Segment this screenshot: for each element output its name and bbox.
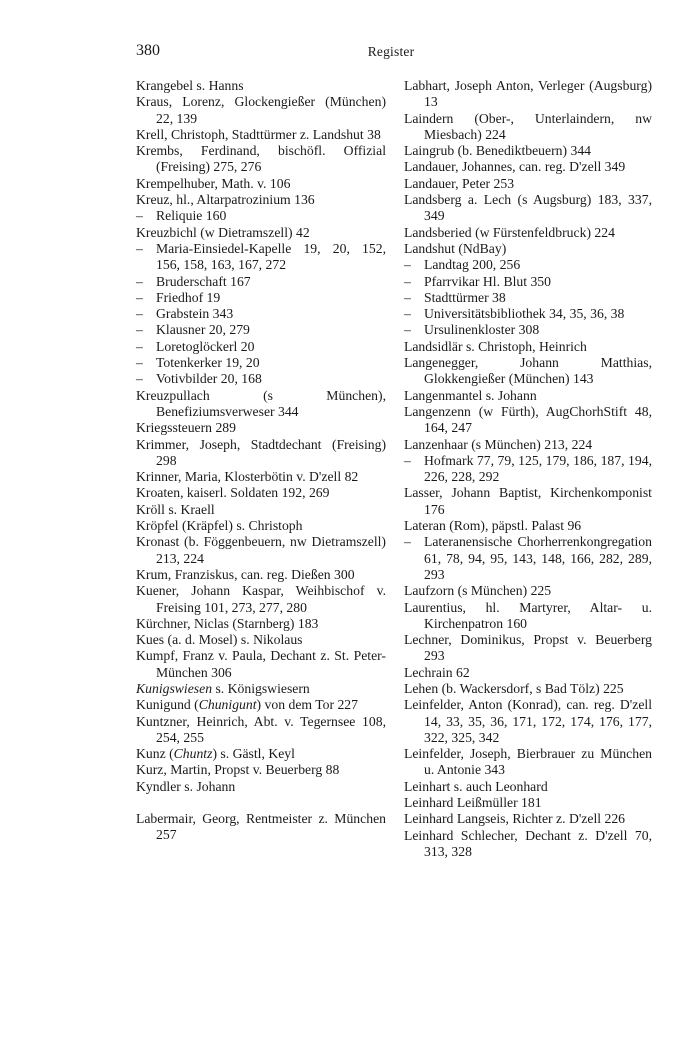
entry-text: Krell, Christoph, Stadttürmer z. Landshut 38 xyxy=(136,126,381,142)
index-entry xyxy=(136,143,386,176)
entry-text: Laufzorn (s München) 225 xyxy=(404,583,552,599)
subentry-dash: – xyxy=(136,322,143,338)
entry-text: Krum, Franziskus, can. reg. Dießen 300 xyxy=(136,566,355,582)
subentry-dash: – xyxy=(136,338,143,354)
index-entry xyxy=(136,632,386,648)
entry-text: Universitätsbibliothek 34, 35, 36, 38 xyxy=(424,306,625,322)
index-entry xyxy=(136,94,386,127)
page-number: 380 xyxy=(136,42,160,59)
entry-italic-term: Chunigunt xyxy=(198,697,257,713)
index-entry xyxy=(136,78,386,94)
entry-text: Klausner 20, 279 xyxy=(156,322,250,338)
index-entry xyxy=(136,437,386,470)
entry-text: Lasser, Johann Baptist, Kirchenkomponist 176 xyxy=(404,485,652,517)
entry-text: Landauer, Peter 253 xyxy=(404,175,515,191)
entry-text: Kumpf, Franz v. Paula, Dechant z. St. Peter-München 306 xyxy=(136,648,386,680)
index-subentry xyxy=(136,339,386,355)
entry-italic-term: Kunigswiesen xyxy=(136,680,213,696)
index-subentry xyxy=(404,257,652,273)
entry-text: Lehen (b. Wackersdorf, s Bad Tölz) 225 xyxy=(404,680,624,696)
index-entry xyxy=(404,437,652,453)
index-entry xyxy=(136,502,386,518)
index-entry xyxy=(404,111,652,144)
entry-text: Kurz, Martin, Propst v. Beuerberg 88 xyxy=(136,762,340,778)
index-entry xyxy=(136,714,386,747)
entry-text: Reliquie 160 xyxy=(156,208,227,224)
index-entry xyxy=(136,746,386,762)
entry-text: Kuener, Johann Kaspar, Weihbischof v. Freising 101, 273, 277, 280 xyxy=(136,583,386,615)
index-entry xyxy=(404,388,652,404)
subentry-dash: – xyxy=(404,534,411,550)
index-entry xyxy=(404,583,652,599)
entry-text: ) s. Gästl, Keyl xyxy=(212,746,295,762)
index-entry xyxy=(136,388,386,421)
subentry-dash: – xyxy=(136,306,143,322)
entry-text: Laindern (Ober-, Unterlaindern, nw Miesbach) 224 xyxy=(404,110,652,142)
index-subentry xyxy=(136,371,386,387)
entry-text: Kürchner, Niclas (Starnberg) 183 xyxy=(136,615,319,631)
subentry-dash: – xyxy=(404,257,411,273)
index-entry xyxy=(404,143,652,159)
index-entry xyxy=(404,404,652,437)
subentry-dash: – xyxy=(136,240,143,256)
index-entry xyxy=(136,811,386,844)
index-entry xyxy=(404,225,652,241)
entry-text: Lechrain 62 xyxy=(404,664,470,680)
index-entry xyxy=(136,567,386,583)
entry-text: Landauer, Johannes, can. reg. D'zell 349 xyxy=(404,159,626,175)
entry-text-prefix: Kunz ( xyxy=(136,746,174,762)
index-subentry xyxy=(136,208,386,224)
index-entry xyxy=(136,518,386,534)
entry-text: Landsberg a. Lech (s Augsburg) 183, 337, 349 xyxy=(404,192,652,224)
index-entry xyxy=(136,762,386,778)
index-entry xyxy=(136,192,386,208)
index-subentry xyxy=(404,534,652,583)
index-entry xyxy=(136,485,386,501)
entry-text: Pfarrvikar Hl. Blut 350 xyxy=(424,273,551,289)
index-subentry xyxy=(404,453,652,486)
entry-text: Leinhard Leißmüller 181 xyxy=(404,795,542,811)
subentry-dash: – xyxy=(136,208,143,224)
entry-italic-term: Chuntz xyxy=(173,746,213,762)
index-entry xyxy=(404,176,652,192)
entry-text: s. Königswiesern xyxy=(212,680,310,696)
entry-text: Krembs, Ferdinand, bischöfl. Offizial (Freising) 275, 276 xyxy=(136,143,386,175)
index-subentry xyxy=(404,290,652,306)
entry-text: Krimmer, Joseph, Stadtdechant (Freising) 298 xyxy=(136,436,386,468)
entry-text: Labermair, Georg, Rentmeister z. München 257 xyxy=(136,811,386,843)
index-subentry xyxy=(404,322,652,338)
index-entry xyxy=(404,78,652,111)
entry-text: Kreuzbichl (w Dietramszell) 42 xyxy=(136,224,310,240)
entry-text: Langenzenn (w Fürth), AugChorhStift 48, 164, 247 xyxy=(404,403,652,436)
entry-text: Leinhart s. auch Leonhard xyxy=(404,778,548,794)
index-entry xyxy=(136,420,386,436)
entry-text: Lateranensische Chorherrenkongregation 61, 78, 94, 95, 143, 148, 166, 282, 289, 293 xyxy=(424,534,652,582)
index-entry xyxy=(404,485,652,518)
entry-text-prefix: Kunigund ( xyxy=(136,697,199,713)
index-entry xyxy=(404,828,652,861)
entry-text: Kues (a. d. Mosel) s. Nikolaus xyxy=(136,632,303,648)
index-entry xyxy=(404,355,652,388)
entry-text: Langenmantel s. Johann xyxy=(404,387,537,403)
entry-text: Landshut (NdBay) xyxy=(404,240,507,256)
entry-text: Krempelhuber, Math. v. 106 xyxy=(136,175,291,191)
entry-text: Laingrub (b. Benediktbeuern) 344 xyxy=(404,143,592,159)
entry-text: Leinhard Langseis, Richter z. D'zell 226 xyxy=(404,811,626,827)
entry-text: ) von dem Tor 227 xyxy=(256,697,358,713)
subentry-dash: – xyxy=(136,289,143,305)
entry-text: Laurentius, hl. Martyrer, Altar- u. Kirchenpatron 160 xyxy=(404,599,652,631)
index-entry xyxy=(136,616,386,632)
entry-text: Krangebel s. Hanns xyxy=(136,78,244,93)
entry-text: Landsidlär s. Christoph, Heinrich xyxy=(404,338,587,354)
index-entry xyxy=(136,176,386,192)
running-head: Register xyxy=(367,44,415,59)
index-subentry xyxy=(136,322,386,338)
entry-text: Kröll s. Kraell xyxy=(136,501,215,517)
index-subentry xyxy=(136,290,386,306)
entry-text: Kuntzner, Heinrich, Abt. v. Tegernsee 108, 254, 255 xyxy=(136,713,386,745)
subentry-dash: – xyxy=(404,273,411,289)
index-subentry xyxy=(136,241,386,274)
index-entry xyxy=(404,192,652,225)
index-column-left xyxy=(136,78,386,844)
entry-text: Maria-Einsiedel-Kapelle 19, 20, 152, 156, 158, 163, 167, 272 xyxy=(156,240,386,273)
entry-text: Votivbilder 20, 168 xyxy=(156,371,262,387)
index-subentry xyxy=(136,306,386,322)
entry-text: Stadttürmer 38 xyxy=(424,289,506,305)
subentry-dash: – xyxy=(404,322,411,338)
entry-text: Bruderschaft 167 xyxy=(156,273,251,289)
subentry-dash: – xyxy=(136,355,143,371)
index-entry xyxy=(404,681,652,697)
entry-text: Landsberied (w Fürstenfeldbruck) 224 xyxy=(404,224,615,240)
index-entry xyxy=(136,583,386,616)
entry-text: Lateran (Rom), päpstl. Palast 96 xyxy=(404,518,582,534)
index-entry xyxy=(404,811,652,827)
index-entry xyxy=(404,632,652,665)
index-subentry xyxy=(136,355,386,371)
subentry-dash: – xyxy=(136,371,143,387)
entry-text: Leinfelder, Anton (Konrad), can. reg. D'zell 14, 33, 35, 36, 171, 172, 174, 176, 177, 322, 325, 342 xyxy=(404,697,652,745)
entry-text: Kröpfel (Kräpfel) s. Christoph xyxy=(136,518,303,534)
entry-text: Kriegssteuern 289 xyxy=(136,420,236,436)
entry-text: Kronast (b. Föggenbeuern, nw Dietramszell) 213, 224 xyxy=(136,534,386,566)
entry-text: Landtag 200, 256 xyxy=(424,257,521,273)
index-entry xyxy=(136,779,386,795)
entry-text: Ursulinenkloster 308 xyxy=(424,322,540,338)
entry-text: Friedhof 19 xyxy=(156,289,221,305)
index-entry xyxy=(404,746,652,779)
entry-text: Kreuzpullach (s München), Benefiziumsverweser 344 xyxy=(136,387,386,419)
index-entry xyxy=(404,339,652,355)
entry-text: Kraus, Lorenz, Glockengießer (München) 22, 139 xyxy=(136,94,386,126)
subentry-dash: – xyxy=(404,289,411,305)
entry-text: Leinfelder, Joseph, Bierbrauer zu München u. Antonie 343 xyxy=(404,746,652,778)
subentry-dash: – xyxy=(404,452,411,468)
index-entry xyxy=(404,795,652,811)
entry-text: Totenkerker 19, 20 xyxy=(156,355,260,371)
subentry-dash: – xyxy=(404,306,411,322)
index-entry xyxy=(136,225,386,241)
index-entry xyxy=(136,681,386,697)
entry-text: Grabstein 343 xyxy=(156,306,234,322)
entry-text: Lanzenhaar (s München) 213, 224 xyxy=(404,436,593,452)
entry-text: Leinhard Schlecher, Dechant z. D'zell 70, 313, 328 xyxy=(404,827,652,859)
index-entry xyxy=(136,648,386,681)
index-column-right xyxy=(404,78,652,860)
entry-text: Lechner, Dominikus, Propst v. Beuerberg 293 xyxy=(404,632,652,664)
entry-text: Kyndler s. Johann xyxy=(136,778,236,794)
index-entry xyxy=(404,159,652,175)
index-entry xyxy=(404,600,652,633)
index-entry xyxy=(136,127,386,143)
index-entry xyxy=(136,469,386,485)
entry-text: Langenegger, Johann Matthias, Glokkengießer (München) 143 xyxy=(404,355,652,387)
index-subentry xyxy=(404,274,652,290)
entry-text: Krinner, Maria, Klosterbötin v. D'zell 82 xyxy=(136,469,359,485)
index-entry xyxy=(404,241,652,257)
index-entry xyxy=(404,665,652,681)
entry-text: Kroaten, kaiserl. Soldaten 192, 269 xyxy=(136,485,330,501)
index-subentry xyxy=(404,306,652,322)
index-entry xyxy=(404,779,652,795)
entry-text: Hofmark 77, 79, 125, 179, 186, 187, 194, 226, 228, 292 xyxy=(424,452,652,485)
index-entry xyxy=(136,534,386,567)
entry-text: Kreuz, hl., Altarpatrozinium 136 xyxy=(136,192,315,208)
index-entry xyxy=(404,697,652,746)
index-entry xyxy=(136,697,386,713)
subentry-dash: – xyxy=(136,273,143,289)
entry-text: Loretoglöckerl 20 xyxy=(156,338,255,354)
entry-text: Labhart, Joseph Anton, Verleger (Augsburg) 13 xyxy=(404,78,652,110)
index-entry xyxy=(404,518,652,534)
index-subentry xyxy=(136,274,386,290)
